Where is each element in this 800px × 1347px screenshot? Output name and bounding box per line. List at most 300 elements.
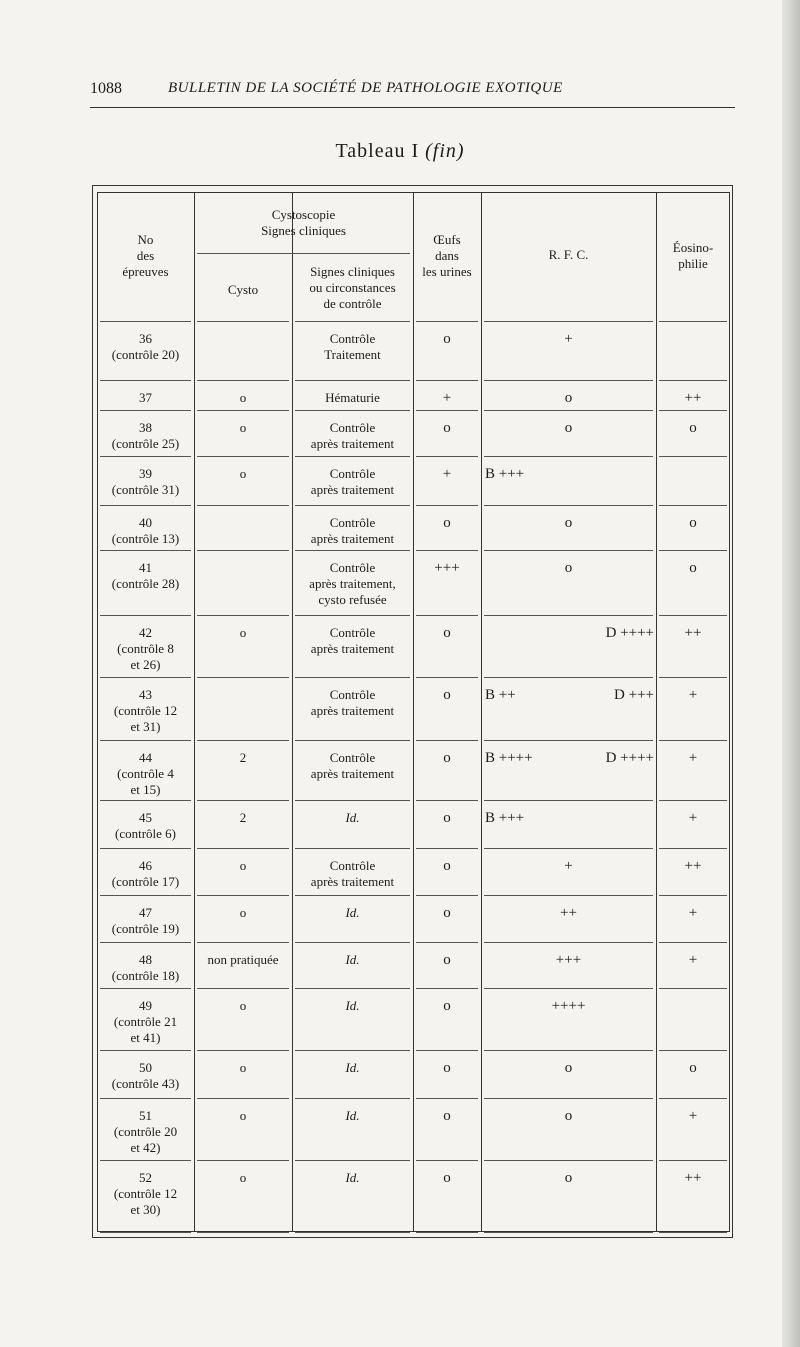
cell-eos	[656, 1060, 730, 1076]
row-rule	[659, 615, 727, 616]
header-cysto-line: Cysto	[227, 282, 259, 297]
row-number-line: 38	[139, 420, 152, 435]
cell-rfc-d	[566, 687, 654, 703]
row-number	[97, 905, 194, 937]
cell-signes-line: Contrôle	[329, 560, 376, 575]
row-rule	[100, 615, 191, 616]
cell-signes-line: Contrôle	[329, 750, 376, 765]
cell-cysto-line: o	[239, 466, 247, 481]
cell-signes-line: Contrôle	[329, 687, 376, 702]
cell-eos	[656, 420, 730, 436]
cell-signes-line: Contrôle	[329, 466, 376, 481]
cell-oeufs-line: o	[443, 750, 451, 766]
row-rule	[416, 505, 478, 506]
cell-signes-line: Id.	[345, 1108, 360, 1123]
row-number-line: 40	[139, 515, 152, 530]
cell-signes	[292, 1170, 413, 1186]
row-number-line: et 31)	[130, 719, 161, 734]
row-rule	[295, 942, 410, 943]
row-rule	[416, 1098, 478, 1099]
cell-eos-line: +	[688, 1108, 698, 1124]
cell-oeufs-line: o	[443, 420, 451, 436]
cell-eos-line: o	[689, 560, 697, 576]
row-rule	[295, 848, 410, 849]
row-number-line: et 41)	[130, 1030, 161, 1045]
cell-signes-line: après traitement	[310, 703, 395, 718]
row-rule	[659, 321, 727, 322]
row-rule	[659, 1160, 727, 1161]
cell-rfc	[481, 331, 656, 347]
cell-cysto	[194, 952, 292, 968]
row-rule	[295, 550, 410, 551]
cell-rfc-line: o	[564, 1060, 573, 1076]
header-no-line: des	[136, 248, 155, 263]
cell-signes-line: après traitement	[310, 531, 395, 546]
column-rule	[481, 192, 482, 1232]
header-cystoscopie-line: Cystoscopie	[271, 207, 336, 222]
row-rule	[416, 800, 478, 801]
cell-rfc-b	[485, 810, 575, 826]
cell-oeufs-line: o	[443, 998, 451, 1014]
cell-oeufs	[413, 625, 481, 641]
row-rule	[100, 456, 191, 457]
cell-signes	[292, 515, 413, 547]
cell-eos	[656, 687, 730, 703]
cell-rfc-line: o	[564, 515, 573, 531]
column-rule	[194, 192, 195, 1232]
row-number	[97, 750, 194, 798]
cell-cysto-line: 2	[239, 750, 247, 765]
cell-oeufs	[413, 998, 481, 1014]
cell-signes-line: Id.	[345, 1170, 360, 1185]
row-rule	[416, 677, 478, 678]
cell-rfc-b-line: B +++	[485, 810, 525, 826]
row-rule	[484, 942, 653, 943]
cell-oeufs	[413, 905, 481, 921]
row-rule	[484, 740, 653, 741]
row-rule	[416, 1160, 478, 1161]
header-oeufs-line: les urines	[422, 264, 472, 279]
row-number-line: 47	[139, 905, 152, 920]
cell-oeufs-line: o	[443, 810, 451, 826]
row-rule	[416, 942, 478, 943]
row-rule	[295, 1160, 410, 1161]
row-rule	[484, 505, 653, 506]
cell-eos	[656, 390, 730, 406]
row-rule	[484, 321, 653, 322]
header-no-line: épreuves	[122, 264, 169, 279]
cell-signes	[292, 1108, 413, 1124]
row-rule	[416, 550, 478, 551]
row-rule	[295, 410, 410, 411]
row-rule	[197, 895, 289, 896]
cell-oeufs	[413, 1060, 481, 1076]
row-rule	[659, 505, 727, 506]
cell-rfc-d-line: D ++++	[605, 625, 654, 641]
cell-eos	[656, 1108, 730, 1124]
row-rule	[197, 1050, 289, 1051]
row-rule	[197, 1098, 289, 1099]
row-rule	[197, 615, 289, 616]
row-rule	[659, 942, 727, 943]
row-rule	[416, 740, 478, 741]
cell-oeufs-line: o	[443, 1170, 451, 1186]
cell-rfc-d-line: D ++++	[605, 750, 654, 766]
row-rule	[484, 800, 653, 801]
row-rule	[484, 1050, 653, 1051]
cell-cysto-line: o	[239, 390, 247, 405]
row-rule	[484, 988, 653, 989]
cell-signes	[292, 331, 413, 363]
cell-rfc	[481, 515, 656, 531]
cell-signes-line: après traitement	[310, 641, 395, 656]
row-rule	[100, 942, 191, 943]
row-rule	[100, 800, 191, 801]
cell-signes	[292, 687, 413, 719]
cell-oeufs	[413, 560, 481, 576]
row-number	[97, 1108, 194, 1156]
row-number-line: (contrôle 19)	[111, 921, 180, 936]
cell-cysto-line: o	[239, 420, 247, 435]
cell-rfc	[481, 1060, 656, 1076]
cell-rfc-line: o	[564, 390, 573, 406]
header-signes	[292, 264, 413, 312]
cell-rfc-d	[566, 750, 654, 766]
row-number-line: 44	[139, 750, 152, 765]
row-rule	[416, 321, 478, 322]
header-eos-line: Éosino-	[672, 240, 714, 255]
row-rule	[295, 740, 410, 741]
cell-signes-line: Contrôle	[329, 625, 376, 640]
cell-oeufs-line: o	[443, 905, 451, 921]
header-signes-line: de contrôle	[323, 296, 382, 311]
cell-eos	[656, 952, 730, 968]
row-rule	[416, 848, 478, 849]
header-no	[97, 232, 194, 280]
cell-signes-line: Hématurie	[325, 390, 380, 405]
row-number	[97, 466, 194, 498]
row-number-line: (contrôle 13)	[111, 531, 180, 546]
cell-rfc-d	[566, 625, 654, 641]
row-rule	[100, 1098, 191, 1099]
cell-cysto-line: non pratiquée	[207, 952, 279, 967]
row-rule	[416, 1232, 478, 1233]
row-rule	[659, 740, 727, 741]
cell-oeufs-line: o	[443, 625, 451, 641]
cell-rfc-line: +++	[555, 952, 582, 968]
row-rule	[484, 615, 653, 616]
cell-signes-line: Id.	[345, 952, 360, 967]
cell-cysto	[194, 390, 292, 406]
cell-signes-line: après traitement	[310, 766, 395, 781]
row-number-line: (contrôle 4	[117, 766, 174, 781]
row-rule	[659, 800, 727, 801]
row-rule	[197, 848, 289, 849]
cell-rfc-line: +	[564, 858, 573, 874]
cell-cysto	[194, 810, 292, 826]
row-rule	[416, 988, 478, 989]
row-number	[97, 560, 194, 592]
row-number	[97, 858, 194, 890]
cell-oeufs-line: o	[443, 952, 451, 968]
row-number-line: (contrôle 8	[117, 641, 174, 656]
row-rule	[100, 677, 191, 678]
cell-eos-line: ++	[684, 625, 702, 641]
cell-rfc-line: ++	[560, 905, 577, 921]
cell-signes	[292, 750, 413, 782]
row-rule	[416, 456, 478, 457]
row-number-line: 51	[139, 1108, 152, 1123]
cell-rfc-line: o	[564, 560, 573, 576]
row-number	[97, 515, 194, 547]
row-rule	[484, 895, 653, 896]
cell-eos	[656, 810, 730, 826]
row-number-line: 43	[139, 687, 152, 702]
row-rule	[197, 505, 289, 506]
cell-cysto	[194, 905, 292, 921]
cell-oeufs	[413, 858, 481, 874]
column-rule	[413, 192, 414, 1232]
cell-cysto-line: o	[239, 625, 247, 640]
row-rule	[100, 740, 191, 741]
row-rule	[416, 615, 478, 616]
row-rule	[416, 1050, 478, 1051]
row-number	[97, 1170, 194, 1218]
cell-signes-line: Id.	[345, 1060, 360, 1075]
row-rule	[484, 677, 653, 678]
cell-rfc-line: o	[564, 1108, 573, 1124]
row-rule	[100, 1050, 191, 1051]
row-rule	[295, 895, 410, 896]
row-rule	[295, 615, 410, 616]
row-rule	[416, 895, 478, 896]
cell-signes-line: cysto refusée	[318, 592, 387, 607]
cell-oeufs-line: o	[443, 687, 451, 703]
cell-cysto	[194, 750, 292, 766]
row-rule	[197, 677, 289, 678]
row-number	[97, 331, 194, 363]
row-number	[97, 1060, 194, 1092]
row-number	[97, 625, 194, 673]
cell-eos	[656, 750, 730, 766]
cell-cysto	[194, 1060, 292, 1076]
cell-rfc-d-line: D +++	[614, 687, 654, 703]
cell-cysto-line: o	[239, 1060, 247, 1075]
row-rule	[484, 1160, 653, 1161]
row-number	[97, 687, 194, 735]
header-cystoscopie-line: Signes cliniques	[261, 223, 346, 238]
row-rule	[197, 1232, 289, 1233]
cell-signes-line: Id.	[345, 998, 360, 1013]
cell-oeufs-line: o	[443, 858, 451, 874]
header-signes-line: ou circonstances	[309, 280, 396, 295]
row-rule	[484, 1232, 653, 1233]
cell-eos-line: +	[688, 905, 698, 921]
cell-rfc	[481, 952, 656, 968]
cell-signes-line: Contrôle	[329, 331, 376, 346]
row-rule	[197, 800, 289, 801]
row-number	[97, 420, 194, 452]
cell-signes-line: Id.	[345, 810, 360, 825]
row-rule	[100, 550, 191, 551]
cell-signes-line: Contrôle	[329, 858, 376, 873]
cell-rfc	[481, 420, 656, 436]
cell-signes-line: après traitement	[310, 482, 395, 497]
cell-oeufs	[413, 952, 481, 968]
row-rule	[197, 380, 289, 381]
cell-signes	[292, 952, 413, 968]
row-rule	[659, 1050, 727, 1051]
header-rfc-line: R. F. C.	[548, 247, 589, 262]
cell-oeufs-line: o	[443, 1108, 451, 1124]
cell-rfc-b	[485, 466, 575, 482]
row-number-line: (contrôle 12	[113, 703, 178, 718]
page-number: 1088	[90, 80, 122, 97]
cell-rfc-line: o	[564, 1170, 573, 1186]
cell-signes-line: après traitement	[310, 436, 395, 451]
header-rfc	[481, 247, 656, 263]
row-number-line: 45	[139, 810, 152, 825]
running-header	[90, 80, 735, 104]
cell-eos	[656, 515, 730, 531]
header-signes-line: Signes cliniques	[310, 264, 395, 279]
cell-oeufs	[413, 466, 481, 482]
cell-signes	[292, 905, 413, 921]
cell-cysto	[194, 1108, 292, 1124]
row-number-line: (contrôle 20	[113, 1124, 178, 1139]
row-rule	[416, 380, 478, 381]
column-rule	[656, 192, 657, 1232]
cell-eos-line: +	[688, 687, 698, 703]
row-rule	[484, 456, 653, 457]
cell-oeufs	[413, 331, 481, 347]
row-rule	[484, 550, 653, 551]
row-rule	[100, 1232, 191, 1233]
cell-signes	[292, 390, 413, 406]
row-number-line: 42	[139, 625, 152, 640]
row-rule	[295, 988, 410, 989]
row-rule	[659, 1098, 727, 1099]
cell-rfc	[481, 390, 656, 406]
cell-eos	[656, 625, 730, 641]
row-rule	[100, 380, 191, 381]
row-number-line: 41	[139, 560, 152, 575]
cell-rfc-b-line: B ++++	[485, 750, 533, 766]
cell-cysto	[194, 420, 292, 436]
row-number	[97, 998, 194, 1046]
cell-eos-line: +	[688, 810, 698, 826]
row-number-line: (contrôle 6)	[114, 826, 176, 841]
page-edge-shadow	[782, 0, 800, 1347]
row-rule	[659, 550, 727, 551]
row-number-line: 46	[139, 858, 152, 873]
row-rule	[659, 895, 727, 896]
row-rule	[295, 505, 410, 506]
cell-eos-line: ++	[684, 1170, 702, 1186]
cell-rfc	[481, 998, 656, 1014]
cell-eos	[656, 560, 730, 576]
cell-rfc	[481, 560, 656, 576]
row-rule	[484, 848, 653, 849]
cell-cysto	[194, 625, 292, 641]
cell-rfc	[481, 1170, 656, 1186]
cell-signes-line: après traitement,	[309, 576, 396, 591]
cell-rfc-line: o	[564, 420, 573, 436]
cell-rfc-b	[485, 750, 575, 766]
header-cystoscopie	[194, 207, 413, 239]
row-rule	[197, 550, 289, 551]
row-rule	[295, 456, 410, 457]
cell-oeufs-line: +++	[434, 560, 460, 576]
cell-oeufs	[413, 750, 481, 766]
row-rule	[100, 988, 191, 989]
cell-cysto	[194, 1170, 292, 1186]
row-number-line: (contrôle 20)	[111, 347, 180, 362]
row-rule	[197, 456, 289, 457]
cell-signes	[292, 466, 413, 498]
row-rule	[197, 410, 289, 411]
table-title-main: Tableau I	[335, 140, 420, 162]
cell-signes	[292, 625, 413, 657]
cell-rfc-b-line: B ++	[485, 687, 516, 703]
row-rule	[100, 895, 191, 896]
row-rule	[100, 505, 191, 506]
row-number-line: (contrôle 17)	[111, 874, 180, 889]
cell-oeufs	[413, 390, 481, 406]
cell-signes	[292, 560, 413, 608]
row-rule	[484, 380, 653, 381]
header-eos	[656, 240, 730, 272]
cell-oeufs-line: o	[443, 331, 451, 347]
cell-signes-line: Contrôle	[329, 420, 376, 435]
row-number-line: 36	[139, 331, 152, 346]
row-number	[97, 810, 194, 842]
cell-rfc	[481, 858, 656, 874]
cell-cysto-line: o	[239, 1108, 247, 1123]
cell-signes	[292, 420, 413, 452]
cell-oeufs	[413, 1170, 481, 1186]
header-oeufs-line: Œufs	[433, 232, 461, 247]
header-rule	[90, 107, 735, 108]
cell-oeufs	[413, 687, 481, 703]
cell-oeufs	[413, 810, 481, 826]
row-rule	[100, 1160, 191, 1161]
cell-eos-line: ++	[684, 858, 702, 874]
row-rule	[197, 942, 289, 943]
cell-rfc-line: +	[564, 331, 573, 347]
row-rule	[659, 1232, 727, 1233]
cell-cysto	[194, 466, 292, 482]
row-rule	[295, 321, 410, 322]
cell-cysto	[194, 858, 292, 874]
cell-cysto-line: o	[239, 1170, 247, 1185]
table-title	[0, 140, 800, 163]
cell-cysto-line: o	[239, 858, 247, 873]
cell-cysto-line: o	[239, 998, 247, 1013]
row-rule	[659, 988, 727, 989]
cell-signes-line: après traitement	[310, 874, 395, 889]
cell-rfc	[481, 905, 656, 921]
row-rule	[295, 800, 410, 801]
header-cysto	[194, 282, 292, 298]
row-number-line: et 26)	[130, 657, 161, 672]
cell-eos-line: o	[689, 1060, 697, 1076]
row-number-line: et 30)	[130, 1202, 161, 1217]
row-number-line: (contrôle 25)	[111, 436, 180, 451]
cell-rfc-b-line: B +++	[485, 466, 525, 482]
row-number-line: 50	[139, 1060, 152, 1075]
row-number	[97, 952, 194, 984]
